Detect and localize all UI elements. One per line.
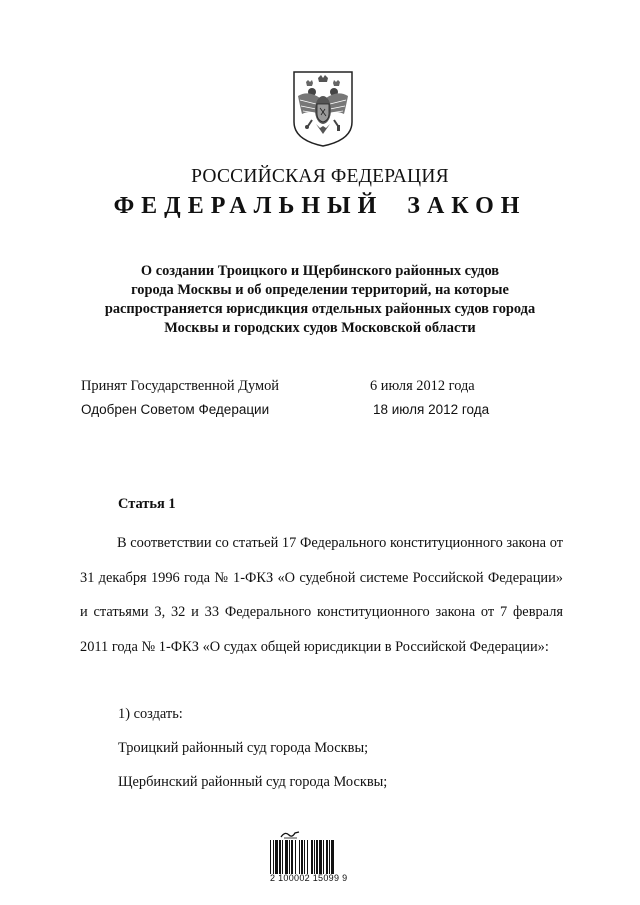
approval-date: 18 июля 2012 года	[373, 402, 490, 417]
document-type-word-1: ФЕДЕРАЛЬНЫЙ	[113, 193, 384, 219]
barcode-bar	[316, 840, 318, 874]
coat-of-arms-icon	[290, 70, 356, 148]
barcode-bar	[285, 840, 288, 874]
barcode-number: 2 100002 15099 9	[270, 873, 348, 883]
barcode-bar	[304, 840, 305, 874]
adoption-label: Принят Государственной Думой	[81, 378, 279, 394]
document-type	[0, 193, 640, 220]
barcode-bar	[307, 840, 308, 874]
barcode-bar	[295, 840, 296, 874]
barcode-bar	[329, 840, 330, 874]
law-title	[100, 262, 540, 338]
barcode-bar	[319, 840, 322, 874]
document-type-word-2: ЗАКОН	[407, 193, 527, 219]
pen-mark-icon	[280, 829, 300, 839]
barcode-bar	[314, 840, 315, 874]
barcode-bar	[282, 840, 283, 874]
approval-council-row	[81, 402, 541, 417]
article-list-item: Троицкий районный суд города Москвы;	[118, 740, 369, 756]
barcode-bar	[291, 840, 293, 874]
country-name: РОССИЙСКАЯ ФЕДЕРАЦИЯ	[191, 166, 449, 187]
article-paragraph: В соответствии со статьей 17 Федерального конституционного закона от 31 декабря 1996 года № 1-ФКЗ «О судебной системе Российской Федерации» и статьями 3, 32 и 33 Федерального конституционного закона от 7 февраля 2011 года № 1-ФКЗ «О судах общей юрисдикции в Российской Федерации»:	[80, 535, 563, 655]
adoption-duma-row	[81, 378, 541, 395]
barcode-bar	[279, 840, 281, 874]
law-title-line: города Москвы и об определении территорий, на которые	[131, 282, 509, 298]
law-title-line: Москвы и городских судов Московской области	[164, 320, 476, 336]
barcode-bar	[311, 840, 313, 874]
barcode-bar	[270, 840, 271, 874]
law-title-line: О создании Троицкого и Щербинского районных судов	[140, 263, 500, 279]
adoption-date: 6 июля 2012 года	[370, 378, 475, 394]
article-title: Статья 1	[118, 496, 176, 512]
approval-label: Одобрен Советом Федерации	[81, 402, 270, 417]
law-title-line: распространяется юрисдикция отдельных районных судов города	[104, 301, 536, 317]
barcode-bar	[299, 840, 300, 874]
article-list-item: Щербинский районный суд города Москвы;	[118, 774, 388, 790]
barcode-bar	[275, 840, 278, 874]
barcode-bar	[301, 840, 303, 874]
barcode-bar	[323, 840, 324, 874]
barcode-bar	[289, 840, 290, 874]
barcode-bar	[326, 840, 328, 874]
barcode-bar	[273, 840, 274, 874]
barcode	[270, 840, 368, 874]
article-list-item: 1) создать:	[118, 706, 183, 722]
barcode-bar	[331, 840, 334, 874]
